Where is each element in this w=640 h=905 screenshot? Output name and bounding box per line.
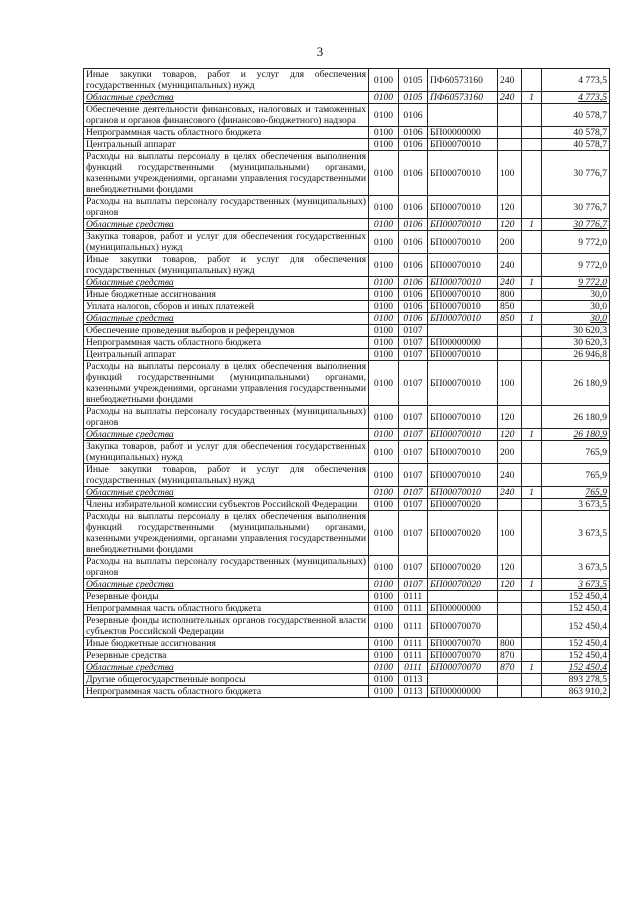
funding-source-cell — [522, 127, 542, 139]
expense-name-cell: Иные закупки товаров, работ и услуг для обеспечения государственных (муниципальных) нужд — [84, 69, 369, 92]
section-code-cell: 0100 — [369, 556, 399, 579]
expense-name-cell: Иные закупки товаров, работ и услуг для обеспечения государственных (муниципальных) нужд — [84, 254, 369, 277]
section-code-cell: 0100 — [369, 487, 399, 499]
expense-type-code-cell: 240 — [498, 254, 522, 277]
subsection-code-cell: 0107 — [399, 511, 428, 556]
target-article-code-cell — [428, 591, 498, 603]
expense-type-code-cell — [498, 591, 522, 603]
table-row — [84, 674, 610, 686]
table-row — [84, 196, 610, 219]
expense-name-cell: Областные средства — [84, 429, 369, 441]
funding-source-cell — [522, 650, 542, 662]
target-article-code-cell: БП00070070 — [428, 650, 498, 662]
expense-type-code-cell: 850 — [498, 313, 522, 325]
expense-name-cell: Непрограммная часть областного бюджета — [84, 337, 369, 349]
amount-cell: 152 450,4 — [542, 638, 610, 650]
amount-cell: 40 578,7 — [542, 104, 610, 127]
funding-source-cell — [522, 674, 542, 686]
target-article-code-cell: БП00070010 — [428, 313, 498, 325]
funding-source-row — [84, 429, 610, 441]
subsection-code-cell: 0111 — [399, 650, 428, 662]
subsection-code-cell: 0107 — [399, 406, 428, 429]
section-code-cell: 0100 — [369, 674, 399, 686]
target-article-code-cell — [428, 104, 498, 127]
table-row — [84, 254, 610, 277]
expense-name-cell: Областные средства — [84, 277, 369, 289]
expense-name-cell: Областные средства — [84, 579, 369, 591]
expense-type-code-cell: 850 — [498, 301, 522, 313]
funding-source-cell — [522, 104, 542, 127]
expense-type-code-cell: 800 — [498, 638, 522, 650]
section-code-cell: 0100 — [369, 139, 399, 151]
expense-name-cell: Расходы на выплаты персоналу в целях обеспечения выполнения функций государственными (муниципальными) органами, казенными учреждениями, органами управления государственными внебюджетными фондами — [84, 511, 369, 556]
funding-source-cell — [522, 69, 542, 92]
subsection-code-cell: 0106 — [399, 139, 428, 151]
expense-name-cell: Члены избирательной комиссии субъектов Российской Федерации — [84, 499, 369, 511]
expense-type-code-cell — [498, 104, 522, 127]
expense-type-code-cell — [498, 139, 522, 151]
amount-cell: 40 578,7 — [542, 127, 610, 139]
section-code-cell: 0100 — [369, 127, 399, 139]
target-article-code-cell: БП00070020 — [428, 499, 498, 511]
target-article-code-cell: БП00070010 — [428, 151, 498, 196]
target-article-code-cell: БП00070020 — [428, 579, 498, 591]
expense-type-code-cell — [498, 674, 522, 686]
amount-cell: 26 180,9 — [542, 361, 610, 406]
subsection-code-cell: 0106 — [399, 231, 428, 254]
funding-source-cell: 1 — [522, 662, 542, 674]
subsection-code-cell: 0105 — [399, 92, 428, 104]
funding-source-cell: 1 — [522, 92, 542, 104]
expense-name-cell: Расходы на выплаты персоналу государственных (муниципальных) органов — [84, 556, 369, 579]
section-code-cell: 0100 — [369, 196, 399, 219]
funding-source-cell: 1 — [522, 487, 542, 499]
target-article-code-cell: БП00000000 — [428, 603, 498, 615]
funding-source-cell: 1 — [522, 277, 542, 289]
table-row — [84, 406, 610, 429]
subsection-code-cell: 0106 — [399, 289, 428, 301]
funding-source-cell — [522, 301, 542, 313]
expense-type-code-cell — [498, 325, 522, 337]
expense-name-cell: Центральный аппарат — [84, 139, 369, 151]
funding-source-cell — [522, 591, 542, 603]
table-row — [84, 603, 610, 615]
section-code-cell: 0100 — [369, 325, 399, 337]
funding-source-cell — [522, 151, 542, 196]
funding-source-cell — [522, 441, 542, 464]
target-article-code-cell: БП00070010 — [428, 231, 498, 254]
subsection-code-cell: 0107 — [399, 579, 428, 591]
funding-source-cell: 1 — [522, 429, 542, 441]
funding-source-cell — [522, 231, 542, 254]
table-row — [84, 556, 610, 579]
section-code-cell: 0100 — [369, 429, 399, 441]
expense-type-code-cell — [498, 337, 522, 349]
subsection-code-cell: 0107 — [399, 464, 428, 487]
amount-cell: 30 776,7 — [542, 219, 610, 231]
expense-name-cell: Резервные средства — [84, 650, 369, 662]
section-code-cell: 0100 — [369, 349, 399, 361]
table-row — [84, 650, 610, 662]
amount-cell: 3 673,5 — [542, 579, 610, 591]
table-row — [84, 301, 610, 313]
expense-name-cell: Закупка товаров, работ и услуг для обеспечения государственных (муниципальных) нужд — [84, 231, 369, 254]
expense-name-cell: Закупка товаров, работ и услуг для обеспечения государственных (муниципальных) нужд — [84, 441, 369, 464]
subsection-code-cell: 0107 — [399, 441, 428, 464]
expense-name-cell: Областные средства — [84, 219, 369, 231]
section-code-cell: 0100 — [369, 289, 399, 301]
expense-type-code-cell — [498, 686, 522, 698]
target-article-code-cell: БП00070010 — [428, 361, 498, 406]
amount-cell: 3 673,5 — [542, 499, 610, 511]
amount-cell: 4 773,5 — [542, 69, 610, 92]
amount-cell: 4 773,5 — [542, 92, 610, 104]
table-row — [84, 499, 610, 511]
expense-name-cell: Резервные фонды исполнительных органов государственной власти субъектов Российской Федерации — [84, 615, 369, 638]
amount-cell: 30,0 — [542, 313, 610, 325]
table-row — [84, 69, 610, 92]
target-article-code-cell: БП00070010 — [428, 139, 498, 151]
amount-cell: 152 450,4 — [542, 662, 610, 674]
table-row — [84, 361, 610, 406]
amount-cell: 863 910,2 — [542, 686, 610, 698]
table-row — [84, 139, 610, 151]
expense-type-code-cell: 240 — [498, 277, 522, 289]
expense-type-code-cell: 200 — [498, 231, 522, 254]
section-code-cell: 0100 — [369, 603, 399, 615]
expense-name-cell: Другие общегосударственные вопросы — [84, 674, 369, 686]
funding-source-row — [84, 277, 610, 289]
section-code-cell: 0100 — [369, 337, 399, 349]
subsection-code-cell: 0106 — [399, 104, 428, 127]
amount-cell: 30 776,7 — [542, 151, 610, 196]
subsection-code-cell: 0106 — [399, 313, 428, 325]
section-code-cell: 0100 — [369, 92, 399, 104]
expense-type-code-cell: 100 — [498, 151, 522, 196]
funding-source-cell: 1 — [522, 579, 542, 591]
subsection-code-cell: 0113 — [399, 686, 428, 698]
subsection-code-cell: 0107 — [399, 499, 428, 511]
amount-cell: 893 278,5 — [542, 674, 610, 686]
funding-source-cell: 1 — [522, 219, 542, 231]
target-article-code-cell: БП00070010 — [428, 464, 498, 487]
expense-name-cell: Иные закупки товаров, работ и услуг для обеспечения государственных (муниципальных) нужд — [84, 464, 369, 487]
funding-source-cell — [522, 139, 542, 151]
funding-source-cell — [522, 196, 542, 219]
amount-cell: 3 673,5 — [542, 556, 610, 579]
section-code-cell: 0100 — [369, 591, 399, 603]
expense-name-cell: Областные средства — [84, 92, 369, 104]
page-number: 3 — [316, 44, 324, 59]
funding-source-cell — [522, 254, 542, 277]
amount-cell: 30,0 — [542, 289, 610, 301]
target-article-code-cell: БП00070010 — [428, 349, 498, 361]
section-code-cell: 0100 — [369, 313, 399, 325]
table-row — [84, 104, 610, 127]
table-row — [84, 464, 610, 487]
table-row — [84, 337, 610, 349]
funding-source-cell — [522, 556, 542, 579]
section-code-cell: 0100 — [369, 499, 399, 511]
amount-cell: 30,0 — [542, 301, 610, 313]
amount-cell: 9 772,0 — [542, 277, 610, 289]
expense-type-code-cell: 800 — [498, 289, 522, 301]
subsection-code-cell: 0106 — [399, 151, 428, 196]
funding-source-cell — [522, 406, 542, 429]
expense-type-code-cell — [498, 615, 522, 638]
expense-name-cell: Непрограммная часть областного бюджета — [84, 603, 369, 615]
target-article-code-cell: БП00070010 — [428, 196, 498, 219]
funding-source-row — [84, 92, 610, 104]
section-code-cell: 0100 — [369, 464, 399, 487]
expense-name-cell: Иные бюджетные ассигнования — [84, 289, 369, 301]
funding-source-row — [84, 487, 610, 499]
subsection-code-cell: 0107 — [399, 325, 428, 337]
target-article-code-cell — [428, 674, 498, 686]
funding-source-row — [84, 219, 610, 231]
budget-table — [83, 68, 610, 698]
expense-type-code-cell: 870 — [498, 662, 522, 674]
funding-source-cell — [522, 361, 542, 406]
target-article-code-cell: ПФ60573160 — [428, 92, 498, 104]
expense-name-cell: Расходы на выплаты персоналу в целях обеспечения выполнения функций государственными (муниципальными) органами, казенными учреждениями, органами управления государственными внебюджетными фондами — [84, 151, 369, 196]
section-code-cell: 0100 — [369, 615, 399, 638]
expense-type-code-cell: 100 — [498, 361, 522, 406]
target-article-code-cell: БП00070020 — [428, 511, 498, 556]
funding-source-cell — [522, 686, 542, 698]
subsection-code-cell: 0105 — [399, 69, 428, 92]
amount-cell: 30 620,3 — [542, 325, 610, 337]
amount-cell: 40 578,7 — [542, 139, 610, 151]
expense-name-cell: Расходы на выплаты персоналу государственных (муниципальных) органов — [84, 406, 369, 429]
amount-cell: 152 450,4 — [542, 591, 610, 603]
expense-name-cell: Областные средства — [84, 487, 369, 499]
section-code-cell: 0100 — [369, 104, 399, 127]
section-code-cell: 0100 — [369, 511, 399, 556]
expense-name-cell: Уплата налогов, сборов и иных платежей — [84, 301, 369, 313]
section-code-cell: 0100 — [369, 361, 399, 406]
funding-source-cell — [522, 511, 542, 556]
section-code-cell: 0100 — [369, 231, 399, 254]
section-code-cell: 0100 — [369, 638, 399, 650]
amount-cell: 3 673,5 — [542, 511, 610, 556]
target-article-code-cell: БП00070010 — [428, 289, 498, 301]
expense-name-cell: Обеспечение деятельности финансовых, налоговых и таможенных органов и органов финансового (финансово-бюджетного) надзора — [84, 104, 369, 127]
subsection-code-cell: 0107 — [399, 487, 428, 499]
expense-type-code-cell — [498, 499, 522, 511]
subsection-code-cell: 0106 — [399, 196, 428, 219]
target-article-code-cell: БП00070010 — [428, 219, 498, 231]
funding-source-cell — [522, 337, 542, 349]
section-code-cell: 0100 — [369, 277, 399, 289]
expense-type-code-cell: 120 — [498, 429, 522, 441]
section-code-cell: 0100 — [369, 219, 399, 231]
expense-type-code-cell: 120 — [498, 579, 522, 591]
amount-cell: 26 180,9 — [542, 429, 610, 441]
expense-type-code-cell: 240 — [498, 92, 522, 104]
subsection-code-cell: 0113 — [399, 674, 428, 686]
expense-name-cell: Непрограммная часть областного бюджета — [84, 686, 369, 698]
amount-cell: 9 772,0 — [542, 254, 610, 277]
expense-type-code-cell — [498, 127, 522, 139]
funding-source-cell — [522, 464, 542, 487]
subsection-code-cell: 0107 — [399, 361, 428, 406]
subsection-code-cell: 0111 — [399, 662, 428, 674]
target-article-code-cell: БП00070070 — [428, 615, 498, 638]
amount-cell: 30 776,7 — [542, 196, 610, 219]
subsection-code-cell: 0111 — [399, 591, 428, 603]
section-code-cell: 0100 — [369, 406, 399, 429]
target-article-code-cell: БП00070010 — [428, 487, 498, 499]
funding-source-cell — [522, 638, 542, 650]
expense-type-code-cell: 240 — [498, 464, 522, 487]
expense-type-code-cell — [498, 349, 522, 361]
funding-source-cell — [522, 349, 542, 361]
funding-source-cell: 1 — [522, 313, 542, 325]
expense-type-code-cell: 100 — [498, 511, 522, 556]
funding-source-cell — [522, 289, 542, 301]
section-code-cell: 0100 — [369, 686, 399, 698]
section-code-cell: 0100 — [369, 301, 399, 313]
amount-cell: 152 450,4 — [542, 603, 610, 615]
table-row — [84, 638, 610, 650]
expense-name-cell: Резервные фонды — [84, 591, 369, 603]
expense-type-code-cell: 870 — [498, 650, 522, 662]
target-article-code-cell: БП00070010 — [428, 254, 498, 277]
expense-type-code-cell: 200 — [498, 441, 522, 464]
amount-cell: 152 450,4 — [542, 615, 610, 638]
funding-source-cell — [522, 615, 542, 638]
subsection-code-cell: 0106 — [399, 301, 428, 313]
funding-source-cell — [522, 499, 542, 511]
funding-source-row — [84, 313, 610, 325]
expense-name-cell: Центральный аппарат — [84, 349, 369, 361]
expense-type-code-cell: 120 — [498, 219, 522, 231]
target-article-code-cell: БП00000000 — [428, 686, 498, 698]
subsection-code-cell: 0111 — [399, 603, 428, 615]
expense-type-code-cell: 120 — [498, 556, 522, 579]
section-code-cell: 0100 — [369, 254, 399, 277]
section-code-cell: 0100 — [369, 151, 399, 196]
target-article-code-cell: БП00070070 — [428, 662, 498, 674]
table-row — [84, 349, 610, 361]
target-article-code-cell: БП00000000 — [428, 127, 498, 139]
target-article-code-cell: БП00070010 — [428, 441, 498, 464]
expense-type-code-cell: 120 — [498, 196, 522, 219]
table-row — [84, 325, 610, 337]
expense-type-code-cell: 240 — [498, 487, 522, 499]
subsection-code-cell: 0106 — [399, 277, 428, 289]
target-article-code-cell: БП00070070 — [428, 638, 498, 650]
expense-type-code-cell — [498, 603, 522, 615]
subsection-code-cell: 0106 — [399, 127, 428, 139]
section-code-cell: 0100 — [369, 662, 399, 674]
expense-type-code-cell: 240 — [498, 69, 522, 92]
target-article-code-cell: БП00000000 — [428, 337, 498, 349]
table-row — [84, 441, 610, 464]
funding-source-cell — [522, 325, 542, 337]
expense-name-cell: Непрограммная часть областного бюджета — [84, 127, 369, 139]
amount-cell: 26 180,9 — [542, 406, 610, 429]
section-code-cell: 0100 — [369, 579, 399, 591]
table-row — [84, 591, 610, 603]
table-row — [84, 231, 610, 254]
amount-cell: 765,9 — [542, 487, 610, 499]
table-row — [84, 686, 610, 698]
amount-cell: 152 450,4 — [542, 650, 610, 662]
amount-cell: 765,9 — [542, 441, 610, 464]
subsection-code-cell: 0106 — [399, 254, 428, 277]
table-row — [84, 511, 610, 556]
subsection-code-cell: 0107 — [399, 556, 428, 579]
table-row — [84, 615, 610, 638]
expense-name-cell: Расходы на выплаты персоналу в целях обеспечения выполнения функций государственными (муниципальными) органами, казенными учреждениями, органами управления государственными внебюджетными фондами — [84, 361, 369, 406]
target-article-code-cell: БП00070010 — [428, 406, 498, 429]
amount-cell: 9 772,0 — [542, 231, 610, 254]
subsection-code-cell: 0107 — [399, 429, 428, 441]
table-row — [84, 127, 610, 139]
target-article-code-cell: БП00070020 — [428, 556, 498, 579]
expense-name-cell: Расходы на выплаты персоналу государственных (муниципальных) органов — [84, 196, 369, 219]
table-row — [84, 151, 610, 196]
target-article-code-cell: ПФ60573160 — [428, 69, 498, 92]
target-article-code-cell: БП00070010 — [428, 277, 498, 289]
section-code-cell: 0100 — [369, 69, 399, 92]
target-article-code-cell — [428, 325, 498, 337]
amount-cell: 26 946,8 — [542, 349, 610, 361]
expense-name-cell: Областные средства — [84, 662, 369, 674]
subsection-code-cell: 0111 — [399, 638, 428, 650]
section-code-cell: 0100 — [369, 650, 399, 662]
expense-type-code-cell: 120 — [498, 406, 522, 429]
section-code-cell: 0100 — [369, 441, 399, 464]
expense-name-cell: Областные средства — [84, 313, 369, 325]
subsection-code-cell: 0111 — [399, 615, 428, 638]
subsection-code-cell: 0107 — [399, 337, 428, 349]
target-article-code-cell: БП00070010 — [428, 429, 498, 441]
funding-source-row — [84, 579, 610, 591]
table-row — [84, 289, 610, 301]
funding-source-cell — [522, 603, 542, 615]
funding-source-row — [84, 662, 610, 674]
expense-name-cell: Иные бюджетные ассигнования — [84, 638, 369, 650]
amount-cell: 765,9 — [542, 464, 610, 487]
target-article-code-cell: БП00070010 — [428, 301, 498, 313]
amount-cell: 30 620,3 — [542, 337, 610, 349]
subsection-code-cell: 0107 — [399, 349, 428, 361]
expense-name-cell: Обеспечение проведения выборов и референдумов — [84, 325, 369, 337]
subsection-code-cell: 0106 — [399, 219, 428, 231]
